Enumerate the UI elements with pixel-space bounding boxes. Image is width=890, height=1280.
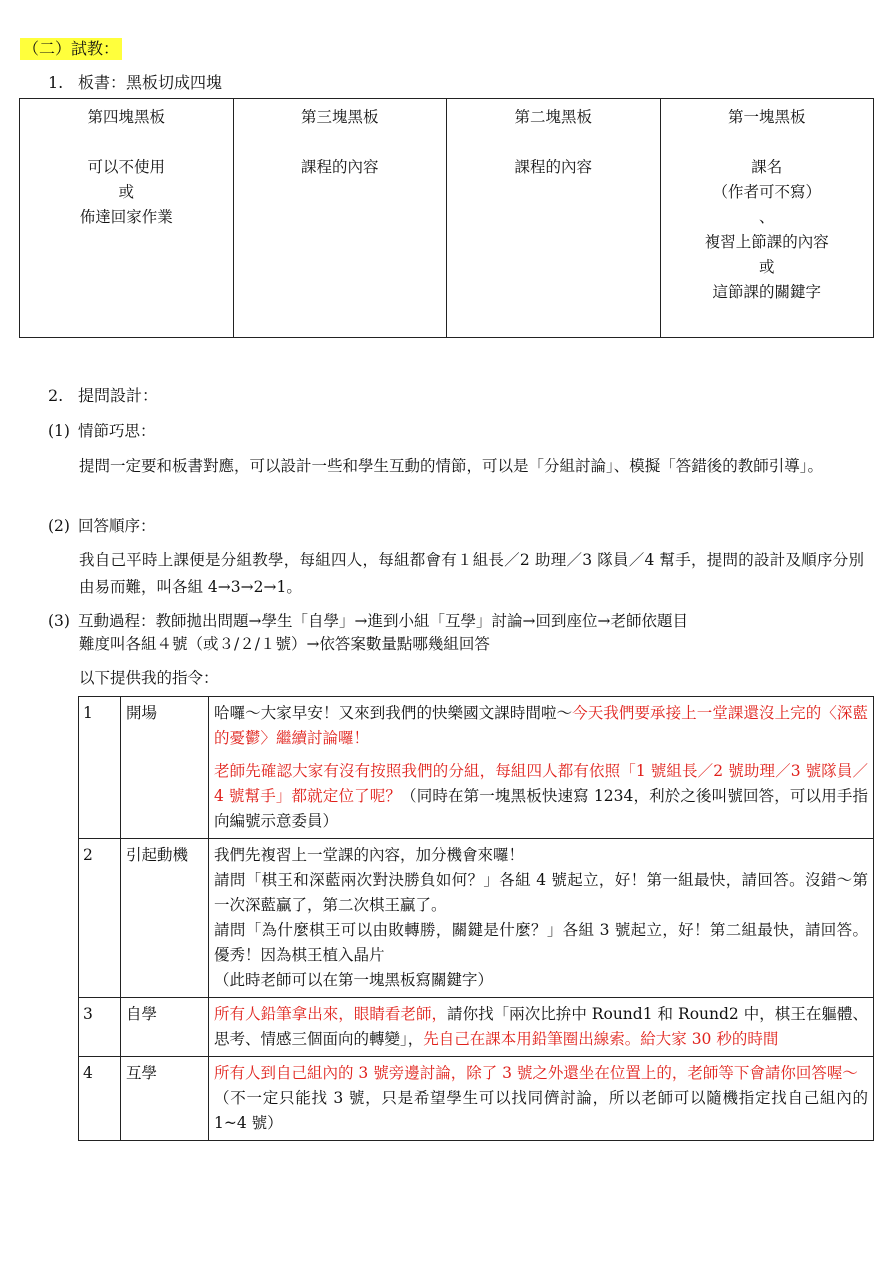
table-row	[79, 839, 874, 998]
row-line: 請問「棋王和深藍兩次對決勝負如何？」各組 4 號起立，好！第一組最快，請回答。沒錯～第一次深藍贏了，第二次棋王贏了。	[214, 871, 868, 914]
sub-2-heading	[48, 515, 156, 537]
row-line: （此時老師可以在第一塊黑板寫關鍵字）	[214, 971, 494, 989]
board-cell-2	[447, 99, 661, 338]
row-stage: 自學	[121, 998, 209, 1057]
blackboard-table	[19, 98, 874, 338]
item-1	[48, 72, 222, 94]
sub-1-body: 提問一定要和板書對應，可以設計一些和學生互動的情節，可以是「分組討論」、模擬「答錯後的教師引導」。	[79, 457, 824, 475]
black-text: 請你找「兩次比拚中 Round1 和 Round2 中，棋王在軀體、思考、情感三個面向的轉變」，	[214, 1005, 868, 1048]
row-paragraph	[214, 701, 868, 751]
board-line: （作者可不寫）	[712, 183, 821, 201]
board-line: 課程的內容	[300, 158, 379, 176]
sub-3-heading	[48, 610, 868, 632]
row-line: 我們先複習上一堂課的內容，加分機會來囉！	[214, 846, 525, 864]
board-cell-1	[660, 99, 874, 338]
row-number: 4	[79, 1057, 121, 1141]
red-text: 老師先確認大家有沒有按照我們的分組，每組四人都有依照「1 號組長／2 號助理／3 號隊員／4 號幫手」都就定位了呢？	[214, 762, 868, 805]
sub-3-number: (3)	[48, 612, 70, 630]
board-line: 課名	[751, 158, 783, 176]
item-1-text: 板書：黑板切成四塊	[78, 73, 223, 92]
row-line: 請問「為什麼棋王可以由敗轉勝，關鍵是什麼？」各組 3 號起立，好！第二組最快，請回答。優秀！因為棋王植入晶片	[214, 921, 868, 964]
red-text: 所有人鉛筆拿出來，眼睛看老師，	[214, 1005, 448, 1023]
row-content	[209, 839, 874, 998]
board-line: 或	[118, 183, 134, 201]
row-stage: 互學	[121, 1057, 209, 1141]
board-line: 或	[758, 258, 775, 276]
board-line: 課程的內容	[514, 158, 592, 176]
row-stage: 引起動機	[121, 839, 209, 998]
table-row	[79, 697, 874, 839]
sub-3-text-line-1: 互動過程：教師拋出問題→學生「自學」→進到小組「互學」討論→回到座位→老師依題目	[78, 612, 688, 630]
row-content	[209, 697, 874, 839]
board-header: 第一塊黑板	[727, 108, 806, 126]
row-content	[209, 1057, 874, 1141]
board-header: 第二塊黑板	[514, 108, 592, 126]
row-number: 1	[79, 697, 121, 839]
item-2	[48, 385, 158, 407]
black-text: 哈囉～大家早安！又來到我們的快樂國文課時間啦～	[214, 704, 573, 722]
board-header: 第四塊黑板	[87, 108, 165, 126]
item-2-number: 2.	[48, 386, 64, 405]
black-text: （同時在第一塊黑板快速寫 1234，利於之後叫號回答，可以用手指向編號示意委員）	[214, 787, 868, 830]
red-text: 今天我們要承接上一堂課還沒上完的〈深藍的憂鬱〉繼續討論囉！	[214, 704, 868, 747]
board-header: 第三塊黑板	[300, 108, 379, 126]
table-row	[79, 1057, 874, 1141]
sub-1-title: 情節巧思：	[78, 422, 156, 440]
board-line: 、	[758, 208, 775, 226]
red-text: 先自己在課本用鉛筆圈出線索。給大家 30 秒的時間	[423, 1030, 779, 1048]
board-cell-4	[20, 99, 234, 338]
item-1-number: 1.	[48, 73, 64, 92]
item-2-text: 提問設計：	[78, 386, 159, 405]
sub-2-number: (2)	[48, 517, 70, 535]
row-content	[209, 998, 874, 1057]
sub-1-heading	[48, 420, 156, 442]
row-stage: 開場	[121, 697, 209, 839]
sub-2-body: 我自己平時上課便是分組教學，每組四人，每組都會有１組長／2 助理／3 隊員／4 幫手，提問的設計及順序分別由易而難，叫各組 4→3→2→1。	[79, 551, 864, 596]
row-paragraph	[214, 759, 868, 834]
instructions-intro: 以下提供我的指令：	[79, 669, 219, 687]
sub-1-number: (1)	[48, 422, 70, 440]
board-line: 這節課的關鍵字	[712, 283, 821, 301]
table-row	[79, 998, 874, 1057]
row-number: 2	[79, 839, 121, 998]
section-title: （二）試教：	[20, 38, 122, 60]
board-line: 複習上節課的內容	[704, 233, 829, 251]
black-text: （不一定只能找 3 號，只是希望學生可以找同儕討論，所以老師可以隨機指定找自己組內的 1~4 號）	[214, 1089, 868, 1132]
board-line: 佈達回家作業	[79, 208, 173, 226]
sub-3-text-line-2: 難度叫各組４號（或３/２/１號）→依答案數量點哪幾組回答	[79, 635, 490, 653]
board-line: 可以不使用	[87, 158, 165, 176]
board-cell-3	[233, 99, 447, 338]
row-number: 3	[79, 998, 121, 1057]
instructions-table	[78, 696, 874, 1141]
red-text: 所有人到自己組內的 3 號旁邊討論，除了 3 號之外還坐在位置上的，老師等下會請你回答喔～	[214, 1064, 858, 1082]
sub-2-title: 回答順序：	[78, 517, 156, 535]
